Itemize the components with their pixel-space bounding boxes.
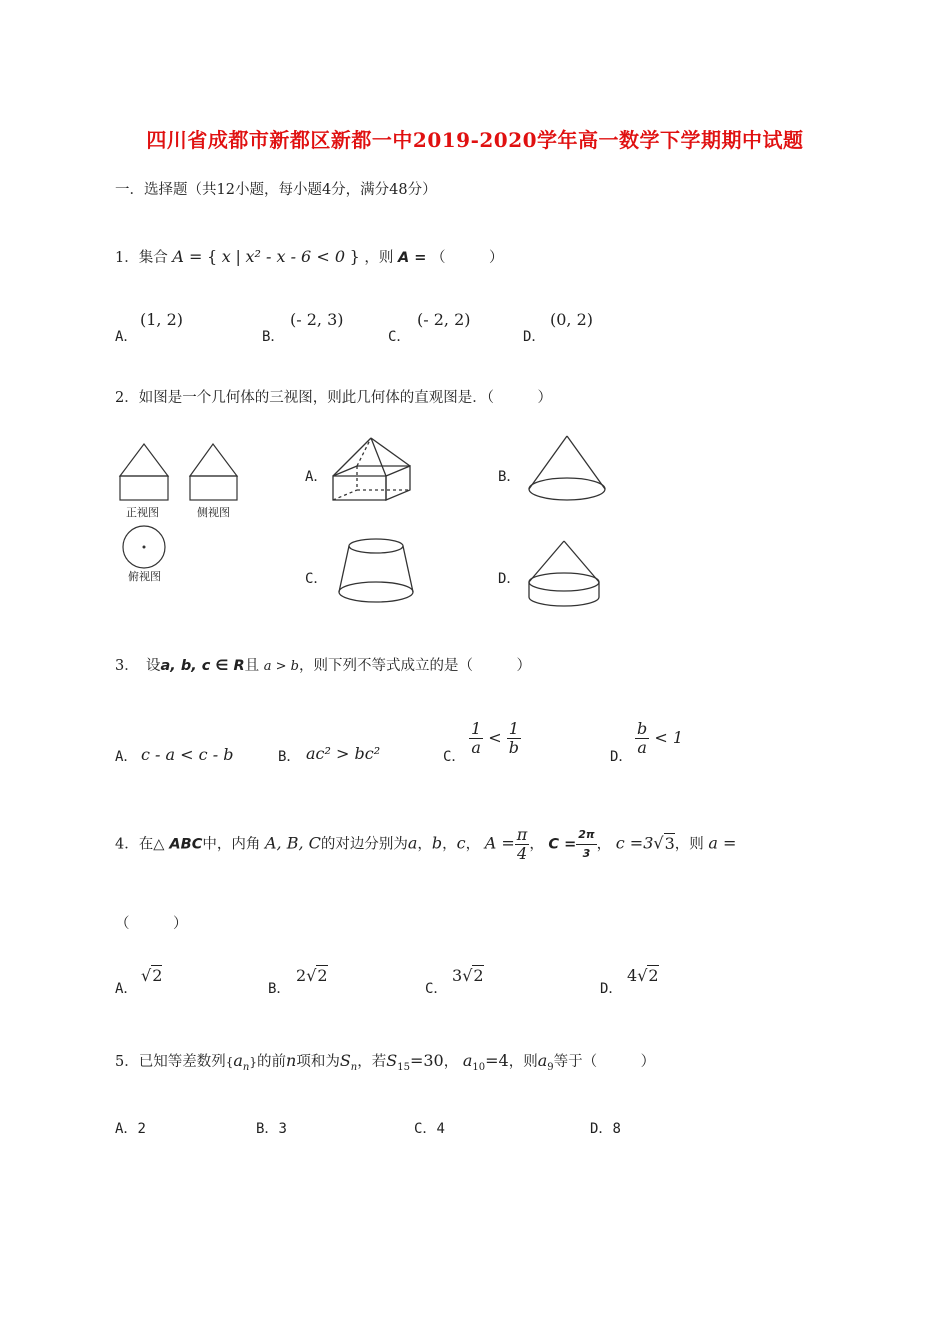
q2-stem: 2．如图是一个几何体的三视图，则此几何体的直观图是．（ ） [115, 390, 552, 406]
q1-set-brace-left: { [207, 247, 218, 266]
q3-option-a-value: c - a < c - b [141, 745, 234, 764]
q5-if: ，若 [357, 1054, 387, 1070]
q4-angle-A-lhs: A = [484, 833, 515, 853]
q4-comma-4: ， [529, 836, 544, 853]
q3-c-relation: < [488, 728, 502, 747]
q3-d-frac: $\frac{b}{a}$ [637, 719, 648, 757]
q4-answer-var: a = [708, 833, 737, 853]
section-heading: 一．选择题（共12小题，每小题4分，满分48分） [115, 182, 437, 198]
q5-a10-value: =4 [485, 1051, 509, 1070]
q4-option-c-label: C． [425, 981, 448, 997]
q1-set-bar: | [235, 247, 241, 266]
q1-then-A: A = [398, 250, 427, 266]
q3-stem [115, 654, 531, 675]
q2-option-c-label: C． [305, 571, 328, 587]
q4-comma-1: ， [417, 836, 432, 853]
q5-a9: a [537, 1051, 548, 1070]
q4-sqrt-sign: √ [653, 833, 664, 853]
q5-option-d: D．8 [590, 1121, 621, 1137]
q5-option-a: A．2 [115, 1121, 146, 1137]
q1-option-a-label: A． [115, 329, 138, 345]
q4-number: 4．在 [115, 836, 154, 853]
q3-option-d-label: D． [610, 749, 633, 765]
q1-set-brace-right: } [349, 247, 360, 266]
q5-number: 5．已知等差数列 [115, 1054, 226, 1070]
q4-option-b-label: B． [268, 981, 291, 997]
q1-set-var: x [221, 247, 231, 266]
q4-angle-C-lhs: C = [548, 836, 577, 853]
q5-S15: S [386, 1051, 398, 1070]
top-view-label: 俯视图 [128, 570, 161, 583]
q2-option-a-label: A． [305, 469, 328, 485]
q1-option-b-value: (- 2, 3) [290, 310, 344, 329]
q3-option-b-value: ac² > bc² [306, 744, 381, 763]
q5-stem: 5．已知等差数列$\{a_n\}$的前n项和为$S_n$，若$S_{15}=30$， $a_{10}=4$，则$a_9$等于（ ） [115, 1051, 656, 1073]
q1-set-lhs: A = [172, 247, 203, 266]
q5-then: ，则 [508, 1054, 538, 1070]
q4-side-b: b [431, 833, 443, 853]
q4-option-a-value: √2 [141, 966, 163, 985]
q3-condition: a > b [263, 659, 299, 674]
q4-option-c-value: 3√2 [452, 966, 484, 985]
q4-opposite: 的对边分别为 [320, 836, 408, 853]
q1-number: 1．集合 [115, 250, 168, 266]
q1-option-d-value: (0, 2) [550, 310, 594, 329]
q3-vars: a, b, c ∈ R [160, 658, 245, 674]
q1-option-b-label: B． [262, 329, 285, 345]
q4-option-a-label: A． [115, 981, 138, 997]
q5-brace-right: } [249, 1055, 258, 1069]
q3-d-relation: < 1 [654, 728, 684, 747]
q4-c-radicand: 3 [664, 833, 675, 853]
q1-paren: （ ） [431, 250, 504, 266]
document-title: 四川省成都市新都区新都一中2019-2020学年高一数学下学期期中试题 [146, 128, 804, 152]
q1-option-c-value: (- 2, 2) [417, 310, 471, 329]
q5-option-b: B．3 [256, 1121, 287, 1137]
q3-option-c-value [469, 720, 521, 757]
q4-angles: A, B, C [264, 833, 321, 853]
q4-paren: （ ） [115, 916, 188, 932]
q3-option-d-value [635, 720, 683, 757]
q1-set-condition: x² - x - 6 < 0 [245, 247, 345, 266]
q5-S: S [339, 1051, 351, 1070]
q4-option-d-value: 4√2 [627, 966, 659, 985]
q3-number: 3． 设 [115, 658, 161, 674]
q1-option-d-label: D． [523, 329, 546, 345]
q4-mid: 中，内角 [202, 836, 261, 853]
q4-option-d-label: D． [600, 981, 623, 997]
q4-comma-3: ， [465, 836, 481, 853]
q3-c-frac-left: $\frac{1}{a}$ [471, 719, 482, 757]
front-view-label: 正视图 [126, 506, 159, 519]
q2-option-b-label: B． [498, 469, 521, 485]
q4-side-a: a [407, 833, 418, 853]
q5-sequence: a [233, 1051, 243, 1070]
side-view-label: 侧视图 [197, 506, 230, 519]
q4-c-value: c =3 [615, 833, 654, 853]
q5-sum-text: 项和为 [296, 1054, 340, 1070]
q5-option-c: C．4 [414, 1121, 445, 1137]
q5-n: n [286, 1051, 297, 1070]
q5-equals: 等于（ ） [553, 1054, 656, 1070]
q1-option-a-value: (1, 2) [140, 310, 184, 329]
q3-option-a-label: A． [115, 749, 138, 765]
q4-angle-C-frac: $\frac{2\pi}{3}$ [578, 828, 595, 860]
q5-front: 的前 [257, 1054, 287, 1070]
q3-option-c-label: C． [443, 749, 466, 765]
q1-option-c-label: C． [388, 329, 411, 345]
q5-brace-left: { [225, 1055, 234, 1069]
q4-then: ，则 [674, 836, 704, 853]
q4-angle-A-frac: $\frac{\pi}{4}$ [516, 825, 528, 863]
q5-a10: a [462, 1051, 473, 1070]
q4-comma-2: ， [442, 836, 457, 853]
q1-then: ，则 [364, 250, 394, 266]
q3-option-b-label: B． [278, 749, 301, 765]
q3-and: 且 [244, 658, 260, 674]
q5-S15-value: =30 [409, 1051, 444, 1070]
q4-option-b-value: 2√2 [296, 966, 328, 985]
q3-c-frac-right: $\frac{1}{b}$ [508, 719, 519, 757]
q4-side-c: c [456, 833, 466, 853]
q4-triangle: △ ABC [153, 836, 203, 853]
q3-rest: ，则下列不等式成立的是（ ） [298, 658, 531, 674]
q2-option-d-label: D． [498, 571, 521, 587]
q4-stem [115, 826, 736, 863]
q4-comma-5: ， [596, 836, 612, 853]
